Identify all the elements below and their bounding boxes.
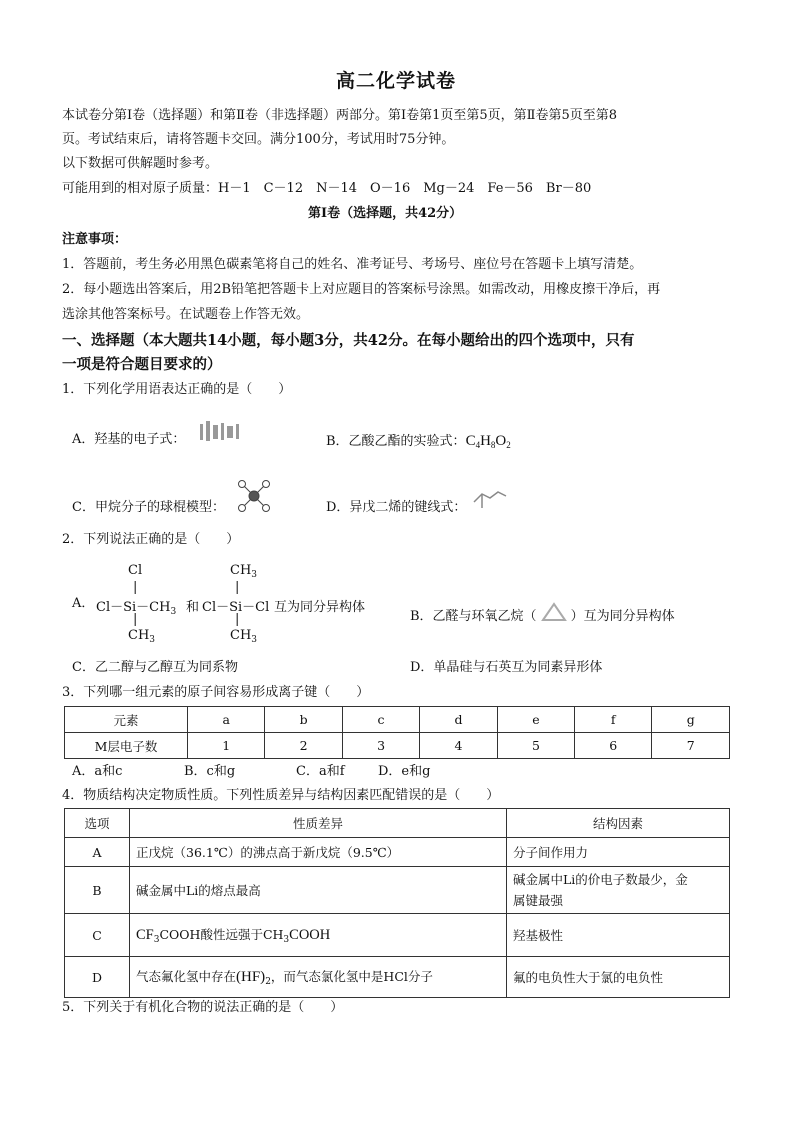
blur-mark	[200, 424, 203, 440]
q3-count: 6	[575, 733, 652, 759]
q2-option-c: C．乙二醇与乙醇互为同系物	[72, 660, 238, 675]
q1-option-b-label: B．乙酸乙酯的实验式：	[326, 434, 466, 449]
q3-row-label: M层电子数	[65, 733, 188, 759]
q4-row-c	[65, 914, 730, 957]
q5-stem: 5．下列关于有机化合物的说法正确的是（ ）	[62, 1000, 344, 1015]
struct1-bond-up: |	[133, 580, 138, 595]
blur-mark	[213, 425, 218, 439]
q4-property-cell	[130, 914, 507, 957]
q4-factor-cell: 氟的电负性大于氯的电负性	[507, 957, 730, 998]
q2-option-b-prefix: B．乙醛与环氧乙烷（	[410, 609, 537, 624]
q4-header-option: 选项	[65, 809, 130, 838]
intro-line-2: 页。考试结束后，请将答题卡交回。满分100分，考试用时75分钟。	[62, 132, 455, 147]
formula-c: C	[465, 433, 476, 449]
q3-count: 2	[265, 733, 343, 759]
q4-factor-line: 属键最强	[513, 893, 564, 908]
formula-o-count: 2	[506, 440, 511, 450]
methane-ball-stick-model	[232, 476, 276, 516]
q4-header-factor: 结构因素	[507, 809, 730, 838]
formula-h-count: 8	[490, 440, 496, 450]
q4-option-cell: C	[65, 914, 130, 957]
struct2-bottom-text: CH	[230, 628, 252, 643]
struct2-top-text: CH	[230, 563, 252, 578]
q4-factor-line: 碱金属中Li的价电子数最少，金	[513, 871, 688, 887]
hydroxyl-electron-formula-image	[196, 418, 248, 444]
blur-mark	[236, 424, 239, 439]
formula-o: O	[495, 433, 507, 449]
q3-header-row	[65, 707, 730, 733]
q2-option-b-suffix: ）互为同分异构体	[570, 609, 675, 624]
q4-factor-cell: 分子间作用力	[507, 838, 730, 867]
notice-heading: 注意事项：	[62, 232, 128, 247]
q1-option-d: D．异戊二烯的键线式：	[326, 500, 467, 515]
ch3-sub: 3	[283, 935, 290, 945]
cf3-text: CF	[136, 927, 154, 943]
struct1-bottom-sub: 3	[149, 635, 156, 645]
q4-property-cell	[130, 957, 507, 998]
q3-data-row	[65, 733, 730, 759]
hf-text-b: ，而气态氯化氢中是HCl分子	[270, 969, 433, 984]
struct1-top: Cl	[128, 563, 143, 578]
q3-option-b: B．c和g	[184, 764, 236, 779]
notice-item-2b: 选涂其他答案标号。在试题卷上作答无效。	[62, 307, 310, 322]
q3-element: c	[342, 707, 419, 733]
blur-mark	[227, 426, 233, 438]
ethyl-acetate-formula	[466, 433, 511, 449]
page-title: 高二化学试卷	[336, 70, 457, 92]
cf3-sub: 3	[153, 935, 160, 945]
hf-dimer-sub: 2	[265, 977, 271, 987]
formula-h: H	[480, 433, 491, 449]
q3-header-label: 元素	[65, 707, 188, 733]
section1-line-2: 一项是符合题目要求的）	[62, 356, 222, 373]
intro-line-3: 以下数据可供解题时参考。	[62, 156, 219, 171]
q4-factor-cell	[507, 867, 730, 914]
notice-item-1: 1．答题前，考生务必用黑色碳素笔将自己的姓名、准考证号、考场号、座位号在答题卡上填写清楚。	[62, 257, 643, 272]
notice-item-2a: 2．每小题选出答案后，用2B铅笔把答题卡上对应题目的答案标号涂黑。如需改动，用橡皮擦干净后，再	[62, 282, 661, 297]
struct2-bond-up: |	[235, 580, 240, 595]
hydrogen-atom	[239, 481, 246, 488]
struct1-bottom	[128, 628, 155, 645]
struct2-bottom	[230, 628, 257, 645]
q4-row-b	[65, 867, 730, 914]
q4-option-cell: D	[65, 957, 130, 998]
q4-option-cell: B	[65, 867, 130, 914]
q2-option-a-suffix: 互为同分异构体	[274, 600, 366, 615]
hydrogen-atom	[239, 505, 246, 512]
q2-stem: 2．下列说法正确的是（ ）	[62, 532, 240, 547]
part1-heading: 第Ⅰ卷（选择题，共42分）	[308, 206, 463, 221]
formula-c-count: 4	[475, 440, 481, 450]
hf-dimer: (HF)	[236, 969, 266, 985]
cooh-text: COOH	[289, 927, 331, 943]
q3-element: e	[497, 707, 574, 733]
q3-count: 4	[420, 733, 498, 759]
epoxide-ring	[543, 604, 565, 620]
q4-table	[64, 808, 730, 998]
ethylene-oxide-image	[537, 600, 571, 624]
struct1-chain-sub: 3	[170, 607, 177, 617]
q2-option-b	[410, 596, 675, 625]
q3-element: d	[420, 707, 498, 733]
q1-stem: 1．下列化学用语表达正确的是（ ）	[62, 382, 292, 397]
q3-option-d: D．e和g	[378, 764, 431, 779]
carbon-atom	[249, 491, 259, 501]
q2-option-d: D．单晶硅与石英互为同素异形体	[410, 660, 603, 675]
q1-option-c: C．甲烷分子的球棍模型：	[72, 500, 225, 515]
q3-element: f	[575, 707, 652, 733]
q3-element: a	[188, 707, 265, 733]
q3-element: b	[265, 707, 343, 733]
struct2-top-sub: 3	[251, 570, 258, 580]
section1-line-1: 一、选择题（本大题共14小题，每小题3分，共42分。在每小题给出的四个选项中，只有	[62, 332, 635, 349]
q4-stem: 4．物质结构决定物质性质。下列性质差异与结构因素匹配错误的是（ ）	[62, 788, 500, 803]
q1-option-a: A．羟基的电子式：	[72, 432, 186, 447]
intro-line-1: 本试卷分第Ⅰ卷（选择题）和第Ⅱ卷（非选择题）两部分。第Ⅰ卷第1页至第5页，第Ⅱ卷第5页至第8	[62, 108, 618, 123]
isoprene-skeletal-formula	[470, 486, 510, 512]
q3-table	[64, 706, 730, 759]
q2-and: 和	[186, 600, 200, 615]
q3-option-c: C．a和f	[296, 764, 345, 779]
skeletal-chain	[474, 492, 506, 502]
q2-option-a-label: A．	[72, 596, 95, 611]
q4-property-cell: 正戊烷（36.1℃）的沸点高于新戊烷（9.5℃）	[130, 838, 507, 867]
hydrogen-atom	[263, 481, 270, 488]
q3-count: 7	[652, 733, 730, 759]
q4-property-cell: 碱金属中Li的熔点最高	[130, 867, 507, 914]
q4-header-property: 性质差异	[130, 809, 507, 838]
q1-option-b	[326, 432, 511, 451]
struct2-bottom-sub: 3	[251, 635, 258, 645]
q3-count: 5	[497, 733, 574, 759]
q4-option-cell: A	[65, 838, 130, 867]
q4-factor-cell: 羟基极性	[507, 914, 730, 957]
blur-mark	[206, 421, 210, 441]
q3-element: g	[652, 707, 730, 733]
hydrogen-atom	[263, 505, 270, 512]
q4-header-row	[65, 809, 730, 838]
q4-row-d	[65, 957, 730, 998]
q4-row-a	[65, 838, 730, 867]
struct1-chain-text: Cl－Si－CH	[96, 600, 171, 615]
q3-count: 3	[342, 733, 419, 759]
hf-text-a: 气态氟化氢中存在	[136, 969, 237, 984]
struct2-top	[230, 563, 257, 580]
q3-stem: 3．下列哪一组元素的原子间容易形成离子键（ ）	[62, 685, 370, 700]
struct1-bond-down: |	[133, 612, 138, 627]
q3-option-a: A．a和c	[72, 764, 123, 779]
q3-count: 1	[188, 733, 265, 759]
intro-line-4: 可能用到的相对原子质量：H－1 C－12 N－14 O－16 Mg－24 Fe－56 Br－80	[62, 181, 592, 196]
compare-text: COOH酸性远强于CH	[159, 927, 284, 942]
blur-mark	[221, 423, 224, 440]
struct2-bond-down: |	[235, 612, 240, 627]
struct1-bottom-text: CH	[128, 628, 150, 643]
struct2-chain: Cl－Si－Cl	[202, 600, 270, 615]
